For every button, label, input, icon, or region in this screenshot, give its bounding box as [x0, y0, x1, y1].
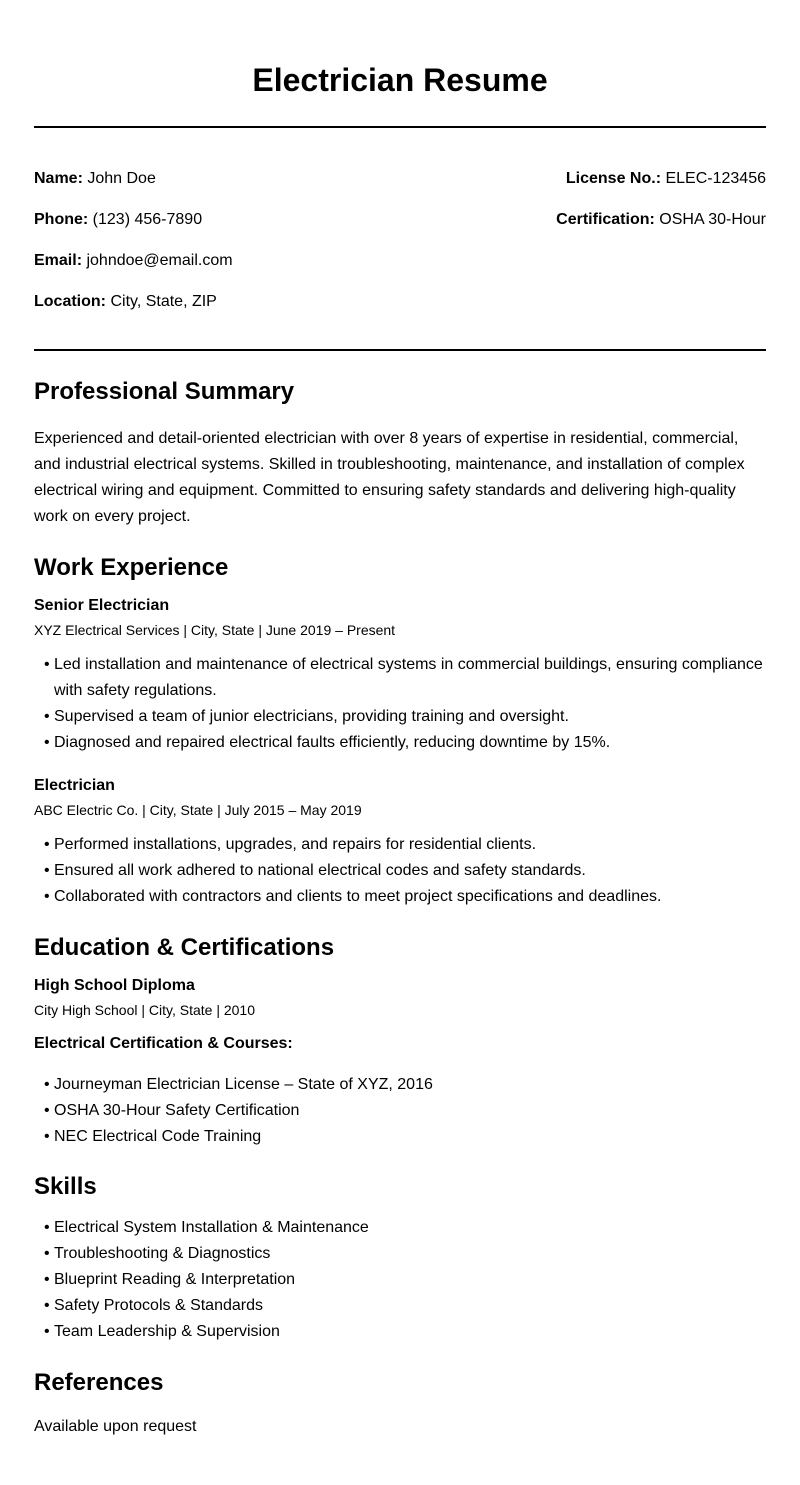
contact-location-value: City, State, ZIP — [110, 293, 217, 310]
contact-name-label: Name: — [34, 170, 83, 187]
list-item: • Safety Protocols & Standards — [44, 1293, 766, 1319]
certifications-heading: Electrical Certification & Courses: — [34, 1035, 293, 1052]
certifications-list — [34, 1072, 766, 1150]
job-entry — [34, 776, 766, 910]
contact-email-value: johndoe@email.com — [86, 252, 233, 269]
references-section — [34, 1369, 766, 1437]
contact-location-row — [34, 293, 233, 311]
list-item: • NEC Electrical Code Training — [44, 1124, 766, 1150]
job-title: Senior Electrician — [34, 597, 170, 614]
contact-right-column — [556, 170, 766, 311]
list-item: • Supervised a team of junior electricians, providing training and oversight. — [44, 704, 766, 730]
experience-heading: Work Experience — [34, 554, 229, 581]
contact-location-label: Location: — [34, 293, 106, 310]
contact-certification-value: OSHA 30-Hour — [659, 211, 766, 228]
degree-title: High School Diploma — [34, 977, 195, 994]
list-item: • Performed installations, upgrades, and repairs for residential clients. — [44, 832, 766, 858]
page-title: Electrician Resume — [252, 62, 548, 98]
list-item: • Diagnosed and repaired electrical faults efficiently, reducing downtime by 15%. — [44, 730, 766, 756]
list-item: • Led installation and maintenance of electrical systems in commercial buildings, ensuring compliance with safety regulations. — [44, 652, 766, 704]
contact-phone-value: (123) 456-7890 — [92, 211, 203, 228]
contact-email-label: Email: — [34, 252, 83, 269]
list-item: • Collaborated with contractors and clients to meet project specifications and deadlines. — [44, 884, 766, 910]
summary-text: Experienced and detail-oriented electrician with over 8 years of expertise in residential, commercial, and industrial electrical systems. Skilled in troubleshooting, maintenance, and installation of complex electrical wiring and equipment. Committed to ensuring safety standards and delivering high-quality work on every project. — [34, 430, 745, 525]
contact-left-column — [34, 170, 233, 311]
contact-certification-label: Certification: — [556, 211, 655, 228]
job-meta: ABC Electric Co. | City, State | July 2015 – May 2019 — [34, 802, 362, 818]
summary-heading: Professional Summary — [34, 378, 295, 405]
list-item: • OSHA 30-Hour Safety Certification — [44, 1098, 766, 1124]
contact-license-row — [556, 170, 766, 188]
job-bullets — [34, 832, 766, 910]
education-section — [34, 934, 766, 1150]
list-item: • Blueprint Reading & Interpretation — [44, 1267, 766, 1293]
references-heading: References — [34, 1369, 164, 1396]
skills-list — [34, 1215, 766, 1345]
skills-heading: Skills — [34, 1173, 97, 1200]
contact-name-row — [34, 170, 233, 188]
list-item: • Journeyman Electrician License – State of XYZ, 2016 — [44, 1072, 766, 1098]
list-item: • Troubleshooting & Diagnostics — [44, 1241, 766, 1267]
degree-meta: City High School | City, State | 2010 — [34, 1002, 256, 1018]
contact-license-label: License No.: — [565, 170, 662, 187]
job-meta: XYZ Electrical Services | City, State | June 2019 – Present — [34, 622, 396, 638]
education-heading: Education & Certifications — [34, 934, 335, 961]
experience-section — [34, 554, 766, 910]
contact-name-value: John Doe — [87, 170, 156, 187]
header-divider — [34, 126, 766, 128]
contact-phone-row — [34, 211, 233, 229]
list-item: • Team Leadership & Supervision — [44, 1319, 766, 1345]
summary-section — [34, 378, 766, 530]
contact-license-value: ELEC-123456 — [665, 170, 766, 187]
job-entry — [34, 596, 766, 756]
contact-divider — [34, 349, 766, 351]
list-item: • Ensured all work adhered to national electrical codes and safety standards. — [44, 858, 766, 884]
contact-certification-row — [556, 211, 766, 229]
contact-phone-label: Phone: — [34, 211, 89, 228]
list-item: • Electrical System Installation & Maintenance — [44, 1215, 766, 1241]
contact-block — [34, 170, 766, 311]
job-title: Electrician — [34, 777, 115, 794]
skills-section — [34, 1173, 766, 1345]
contact-email-row — [34, 252, 233, 270]
references-text: Available upon request — [34, 1418, 197, 1435]
job-bullets — [34, 652, 766, 756]
